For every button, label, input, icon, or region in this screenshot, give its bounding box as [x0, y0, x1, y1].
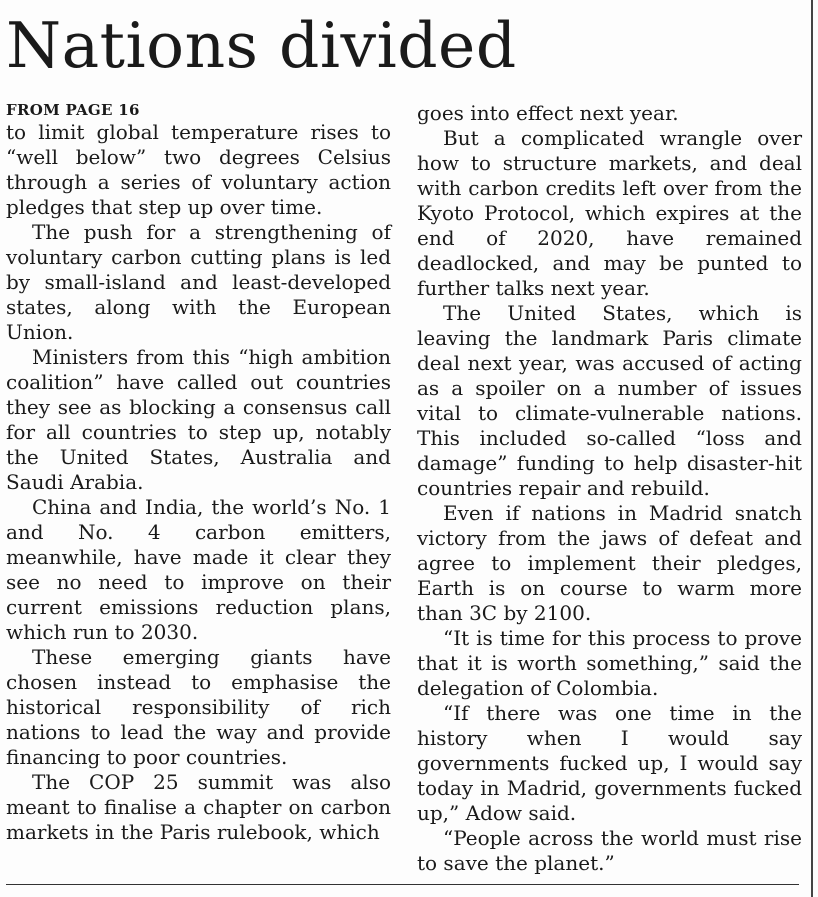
column-left — [6, 100, 391, 845]
paragraph: The push for a strengthening of voluntary carbon cutting plans is led by small-island and least-developed states, along with the European Union. — [6, 220, 391, 344]
paragraph: These emerging giants have chosen instead to emphasise the historical responsibility of rich nations to lead the way and provide financing to poor countries. — [6, 645, 391, 769]
paragraph: to limit global temperature rises to “well below” two degrees Celsius through a series of voluntary action pledges that step up over time. — [6, 120, 391, 219]
right-edge-rule — [811, 0, 813, 897]
paragraph: “People across the world must rise to save the planet.” — [417, 826, 802, 875]
continuation-kicker: FROM PAGE 16 — [6, 101, 140, 119]
paragraph: China and India, the world’s No. 1 and No. 4 carbon emitters, meanwhile, have made it clear they see no need to improve on their current emissions reduction plans, which run to 2030. — [6, 495, 391, 644]
paragraph: goes into effect next year. — [417, 101, 679, 125]
column-right — [417, 101, 802, 876]
paragraph: The United States, which is leaving the landmark Paris climate deal next year, was accused of acting as a spoiler on a number of issues vital to climate-vulnerable nations. This included so-called “loss and damage” funding to help disaster-hit countries repair and rebuild. — [417, 301, 802, 500]
paragraph: Ministers from this “high ambition coalition” have called out countries they see as blocking a consensus call for all countries to step up, notably the United States, Australia and Saudi Arabia. — [6, 345, 391, 494]
paragraph: Even if nations in Madrid snatch victory from the jaws of defeat and agree to implement their pledges, Earth is on course to warm more than 3C by 2100. — [417, 501, 802, 625]
paragraph: “It is time for this process to prove that it is worth something,” said the delegation of Colombia. — [417, 626, 802, 700]
paragraph: The COP 25 summit was also meant to finalise a chapter on carbon markets in the Paris rulebook, which — [6, 770, 391, 844]
bottom-rule — [6, 884, 799, 885]
paragraph: “If there was one time in the history when I would say governments fucked up, I would say today in Madrid, governments fucked up,” Adow said. — [417, 701, 802, 825]
headline: Nations divided — [6, 9, 517, 82]
paragraph: But a complicated wrangle over how to structure markets, and deal with carbon credits left over from the Kyoto Protocol, which expires at the end of 2020, have remained deadlocked, and may be punted to further talks next year. — [417, 126, 802, 300]
